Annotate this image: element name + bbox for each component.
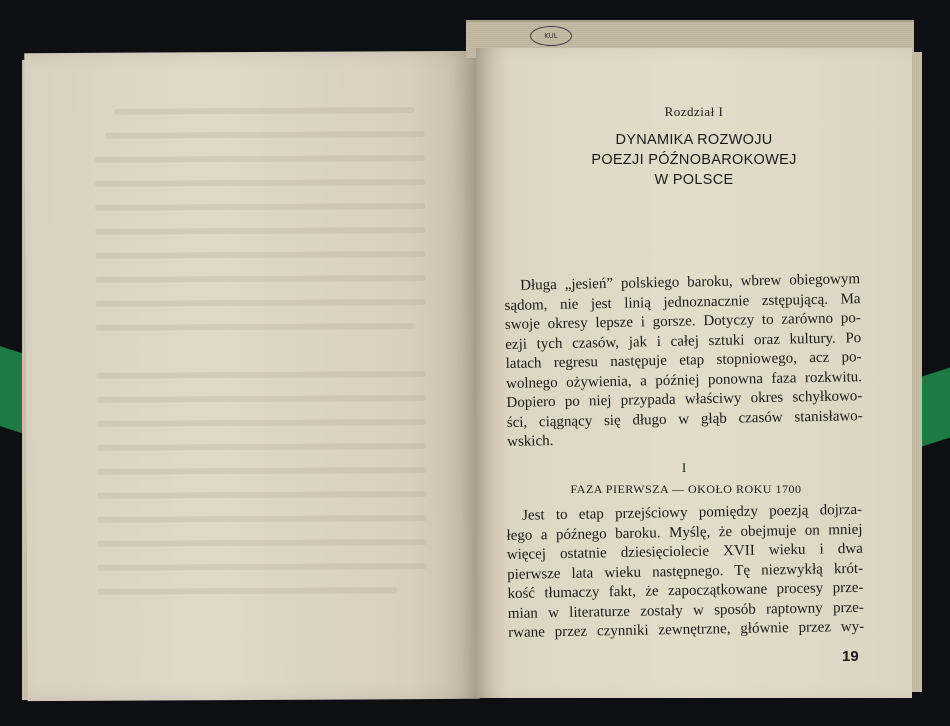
text-line: łego a późnego baroku. Myślę, że obejmuje on mniej — [506, 521, 863, 544]
intro-paragraph — [504, 270, 863, 452]
text-line: Dopiero po niej przypada właściwy okres schyłkowo- — [506, 388, 863, 411]
text-line: Długa „jesień” polskiego baroku, wbrew obiegowym — [520, 271, 861, 294]
title-line: POEZJI PÓŹNOBAROKOWEJ — [591, 152, 797, 168]
title-line: W POLSCE — [654, 172, 734, 188]
title-line: DYNAMIKA ROZWOJU — [615, 132, 773, 148]
text-line: ści, ciągnący się długo w głąb czasów stanisławo- — [506, 407, 863, 431]
text-line: sądom, nie jest linią jednoznacznie zstępującą. Ma — [504, 290, 861, 314]
text-line: więcej ostatnie dziesięciolecie XVII wieku i dwa — [506, 540, 863, 563]
text-line: kość tłumaczy fakt, że zapoczątkowane procesy prze- — [507, 579, 864, 602]
text-line: swoje okresy lepsze i gorsze. Dotyczy to zarówno po- — [504, 310, 862, 333]
left-page-blank — [24, 51, 479, 701]
text-line: ezji tych czasów, jak i całej sztuki oraz kultury. Po — [505, 329, 862, 353]
library-stamp: KUL — [530, 26, 572, 46]
text-line: Jest to etap przejściowy pomiędzy poezją dojrza- — [522, 501, 863, 524]
text-line: mian w literaturze zostały w sposób raptowny prze- — [507, 599, 864, 622]
text-line: latach regresu następuje etap stopniowego, acz po- — [505, 349, 862, 372]
text-line: rwane przez czynniki zewnętrzne, głównie przez wy- — [508, 618, 865, 641]
chapter-title — [476, 130, 912, 190]
section-paragraph — [506, 501, 864, 644]
text-line: wskich. — [507, 433, 554, 450]
page-number: 19 — [842, 648, 859, 665]
text-line: wolnego ożywienia, a później ponowna faza rozkwitu. — [505, 368, 863, 392]
section-title: FAZA PIERWSZA — OKOŁO ROKU 1700 — [570, 482, 802, 496]
section-number: I — [681, 460, 687, 475]
chapter-label: Rozdział I — [664, 104, 724, 119]
text-line: pierwsze lata wieku następnego. Tę niezwykłą krót- — [507, 560, 864, 583]
